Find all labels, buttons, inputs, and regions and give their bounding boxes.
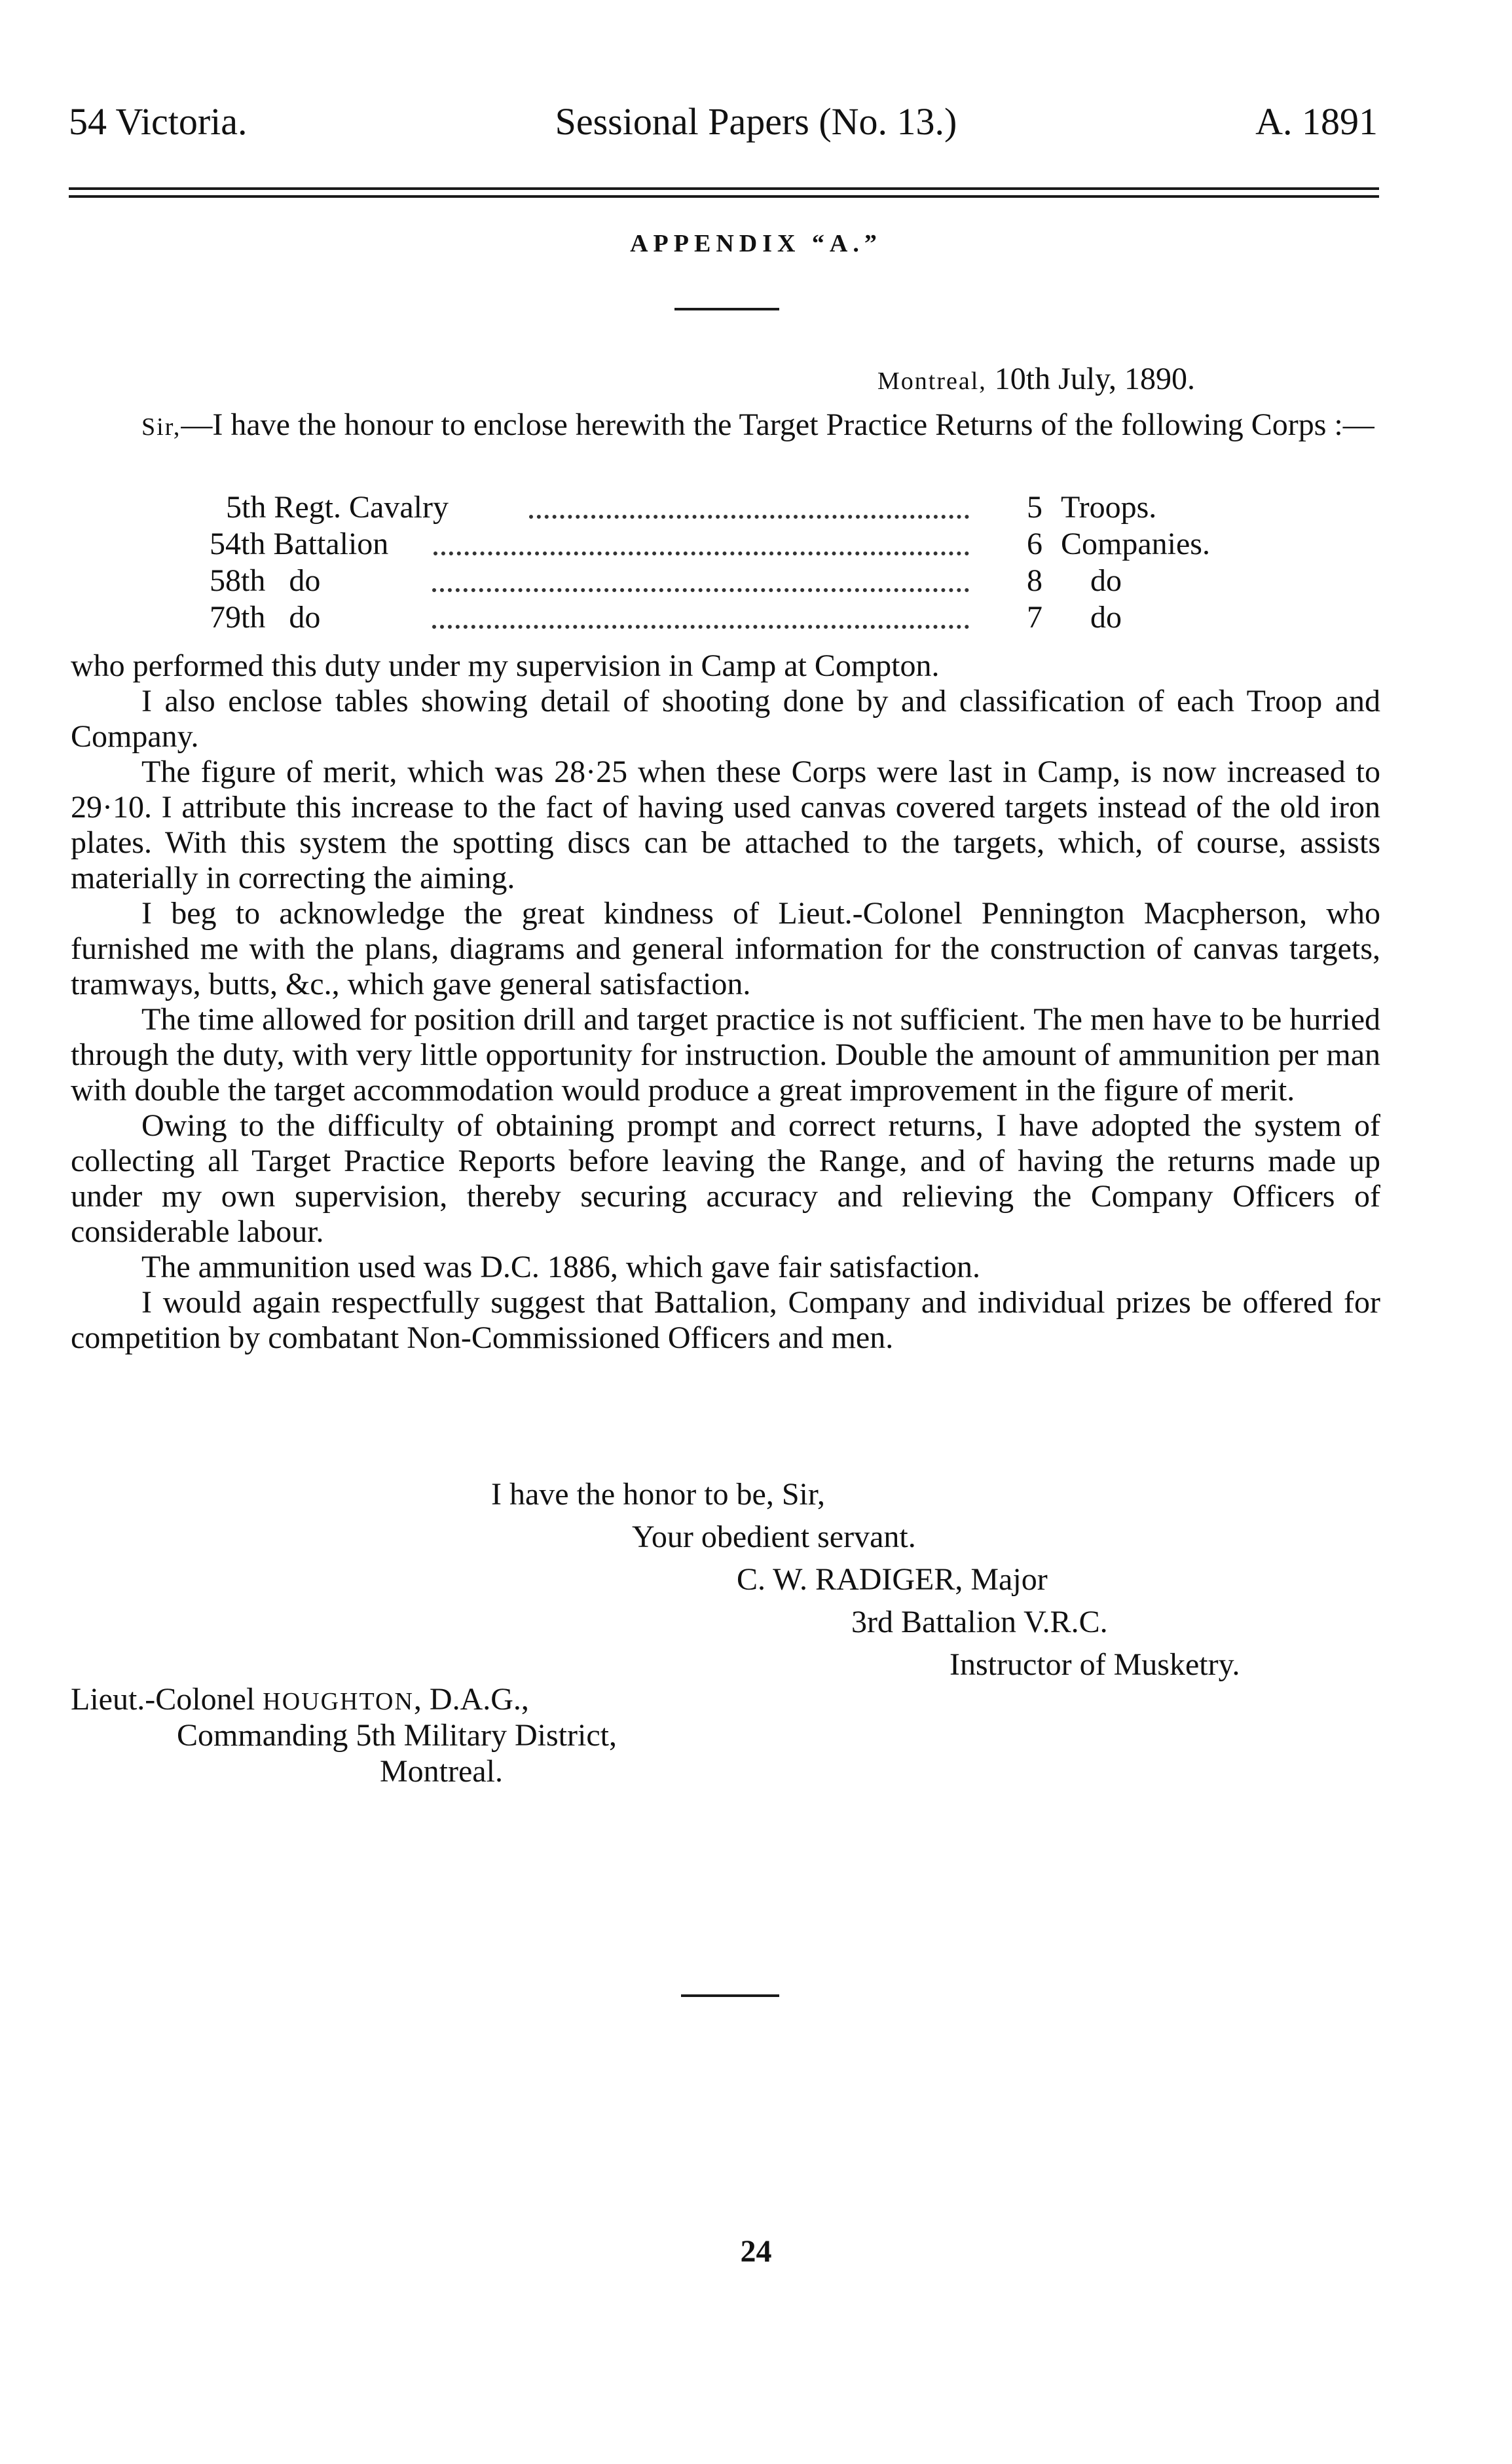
title-divider: [674, 308, 779, 310]
signature-name: C. W. RADIGER, Major: [737, 1562, 1048, 1597]
body-paragraph: The time allowed for position drill and target practice is not sufficient. The men have to be hurried through the duty, with very little opportunity for instruction. Double the amount of ammunition per man with double the target accommodation would produce a great improvement in the figure of merit.: [71, 1002, 1380, 1108]
corps-list: [0, 490, 1512, 641]
header-series: Sessional Papers (No. 13.): [555, 100, 957, 143]
corps-count: 7: [1027, 600, 1042, 635]
opening-paragraph: [71, 407, 1380, 445]
corps-row: [0, 600, 1512, 635]
corps-unit: 5th Regt. Cavalry: [226, 490, 449, 525]
dateline: [877, 362, 1195, 399]
dot-leader: [433, 551, 969, 555]
closing-line-1: I have the honor to be, Sir,: [491, 1477, 825, 1512]
body-paragraph: The figure of merit, which was 28·25 when these Corps were last in Camp, is now increased to 29·10. I attribute this increase to the fact of having used canvas covered targets instead of the old iron plates. With this system the spotting discs can be attached to the targets, which, of course, assists materially in correcting the aiming.: [71, 755, 1380, 895]
dot-leader: [432, 588, 969, 592]
footer-divider: [681, 1994, 779, 1997]
addressee-line-2: Commanding 5th Military District,: [177, 1718, 617, 1753]
corps-row: [0, 527, 1512, 562]
signature-unit: 3rd Battalion V.R.C.: [851, 1605, 1108, 1639]
corps-row: [0, 490, 1512, 525]
header-year: A. 1891: [1255, 100, 1378, 143]
corps-count: 8: [1027, 563, 1042, 598]
letter-body: [71, 648, 1380, 1356]
dot-leader: [529, 515, 969, 519]
opening-text: —I have the honour to enclose herewith the Target Practice Returns of the following Corps :—: [181, 407, 1374, 442]
appendix-title: APPENDIX “A.”: [630, 230, 882, 257]
dot-leader: [432, 625, 969, 629]
header-rule-top: [69, 187, 1379, 190]
corps-unit: 79th do: [210, 600, 321, 635]
corps-kind: do: [1090, 600, 1122, 635]
corps-count: 5: [1027, 490, 1042, 525]
addressee-name: HOUGHTON: [263, 1688, 414, 1715]
corps-row: [0, 563, 1512, 599]
salutation: Sir,: [141, 413, 181, 441]
body-paragraph: Owing to the difficulty of obtaining prompt and correct returns, I have adopted the system of collecting all Target Practice Reports before leaving the Range, and of having the returns made up under my own supervision, thereby securing accuracy and relieving the Company Officers of considerable labour.: [71, 1108, 1380, 1249]
dateline-place: Montreal,: [877, 367, 987, 395]
corps-unit: 58th do: [210, 563, 321, 598]
addressee-line-1: [71, 1682, 529, 1719]
addressee-suffix: , D.A.G.,: [413, 1682, 529, 1717]
closing-line-2: Your obedient servant.: [632, 1520, 916, 1554]
header-volume: 54 Victoria.: [69, 100, 248, 143]
dateline-date: 10th July, 1890.: [986, 362, 1196, 396]
page-number: 24: [740, 2234, 772, 2269]
body-paragraph: I beg to acknowledge the great kindness of Lieut.-Colonel Pennington Macpherson, who furnished me with the plans, diagrams and general information for the construction of canvas targets, tramways, butts, &c., which gave general satisfaction.: [71, 896, 1380, 1001]
corps-kind: Troops.: [1061, 490, 1157, 525]
body-paragraph: I also enclose tables showing detail of shooting done by and classification of each Troop and Company.: [71, 684, 1380, 754]
corps-count: 6: [1027, 527, 1042, 561]
body-paragraph: who performed this duty under my supervision in Camp at Compton.: [71, 648, 940, 683]
body-paragraph: The ammunition used was D.C. 1886, which gave fair satisfaction.: [141, 1250, 981, 1284]
header-rule-bottom: [69, 195, 1379, 198]
corps-kind: Companies.: [1061, 527, 1210, 561]
body-paragraph: I would again respectfully suggest that Battalion, Company and individual prizes be offered for competition by combatant Non-Commissioned Officers and men.: [71, 1285, 1380, 1355]
addressee-line-3: Montreal.: [380, 1754, 503, 1789]
addressee-prefix: Lieut.-Colonel: [71, 1682, 263, 1717]
corps-kind: do: [1090, 563, 1122, 598]
signature-role: Instructor of Musketry.: [950, 1647, 1240, 1682]
corps-unit: 54th Battalion: [210, 527, 389, 561]
